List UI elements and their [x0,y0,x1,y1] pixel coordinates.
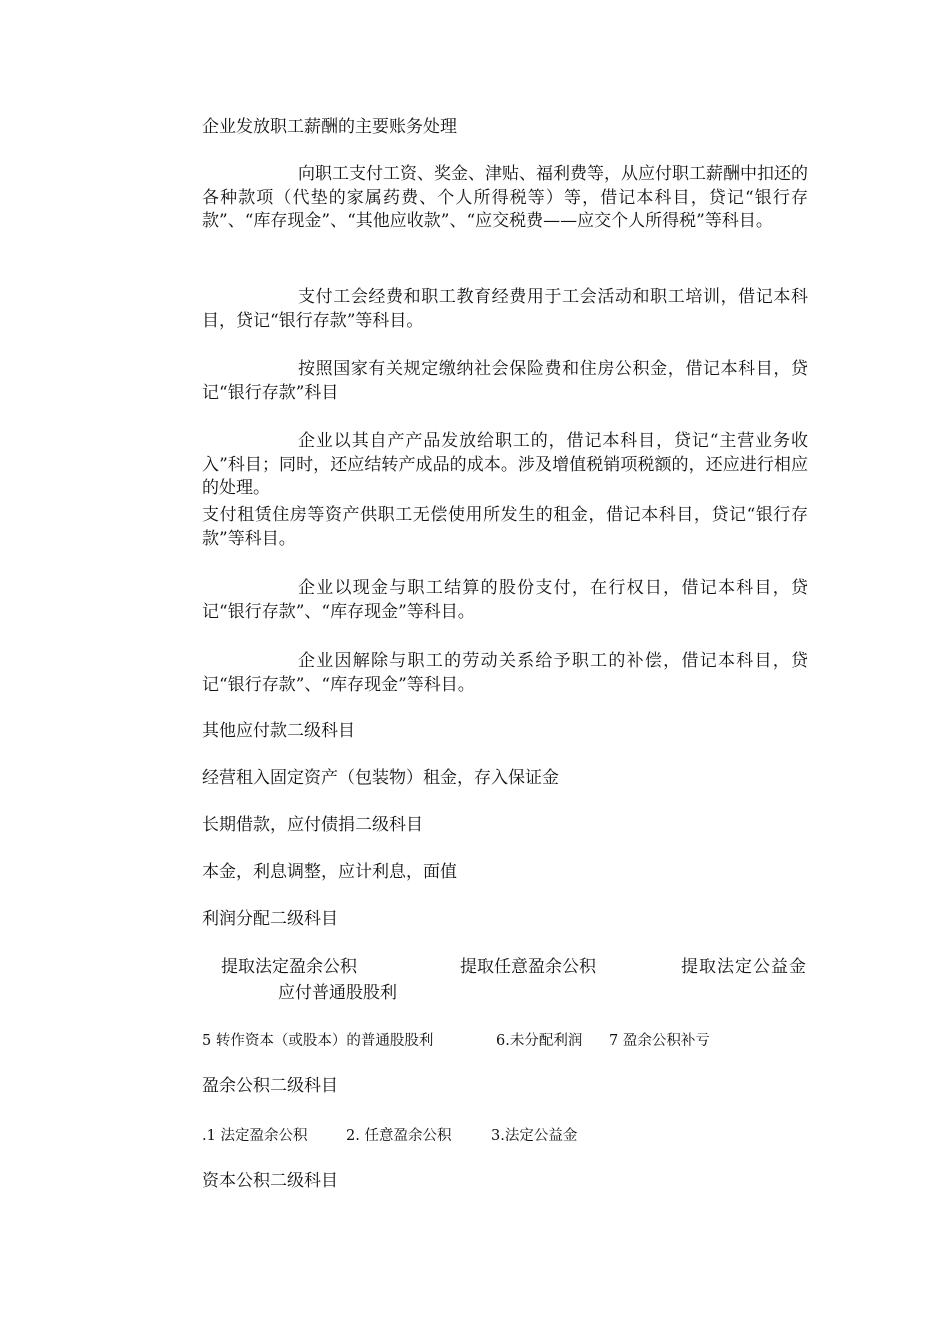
other-payables-items: 经营租入固定资产（包装物）租金，存入保证金 [202,768,559,788]
list-item: 5 转作资本（或股本）的普通股股利 [202,1033,434,1049]
list-item: 提取法定盈余公积 [221,957,357,977]
paragraph-union-fees: 支付工会经费和职工教育经费用于工会活动和职工培训，借记本科目，贷记“银行存款”等科目。 [202,287,808,331]
heading-other-payables: 其他应付款二级科目 [202,721,355,741]
paragraph-wage-payment: 向职工支付工资、奖金、津贴、福利费等，从应付职工薪酬中扣还的各种款项（代垫的家属药费、个人所得税等）等，借记本科目，贷记“银行存款”、“库存现金”、“其他应收款”、“应交税费——应交个人所得税”等科目。 [202,164,808,231]
document-title: 企业发放职工薪酬的主要账务处理 [202,117,457,137]
long-term-borrowing-items: 本金，利息调整，应计利息，面值 [202,862,457,882]
paragraph-own-products: 企业以其自产产品发放给职工的，借记本科目，贷记“主营业务收入”科目；同时，还应结转产成品的成本。涉及增值税销项税额的，还应进行相应的处理。 [202,431,808,498]
list-item: 提取法定公益金 [681,957,807,977]
heading-long-term-borrowing: 长期借款，应付债捐二级科目 [202,815,423,835]
heading-surplus-reserve: 盈余公积二级科目 [202,1076,338,1096]
list-item: 提取任意盈余公积 [460,957,596,977]
list-item: 3.法定公益金 [491,1128,578,1144]
heading-capital-reserve: 资本公积二级科目 [202,1171,338,1191]
list-item: 7 盈余公积补亏 [609,1033,710,1049]
list-item: 6.未分配利润 [496,1033,583,1049]
list-item: .1 法定盈余公积 [202,1128,308,1144]
list-item: 2. 任意盈余公积 [346,1128,452,1144]
paragraph-termination: 企业因解除与职工的劳动关系给予职工的补偿，借记本科目，贷记“银行存款”、“库存现金”等科目。 [202,651,808,695]
paragraph-social-insurance: 按照国家有关规定缴纳社会保险费和住房公积金，借记本科目，贷记“银行存款”科目 [202,359,808,403]
paragraph-housing-rent: 支付租赁住房等资产供职工无偿使用所发生的租金，借记本科目，贷记“银行存款”等科目。 [202,505,808,549]
paragraph-share-payment: 企业以现金与职工结算的股份支付，在行权日，借记本科目，贷记“银行存款”、“库存现金”等科目。 [202,578,808,622]
heading-profit-distribution: 利润分配二级科目 [202,909,338,929]
list-item: 应付普通股股利 [278,983,397,1003]
